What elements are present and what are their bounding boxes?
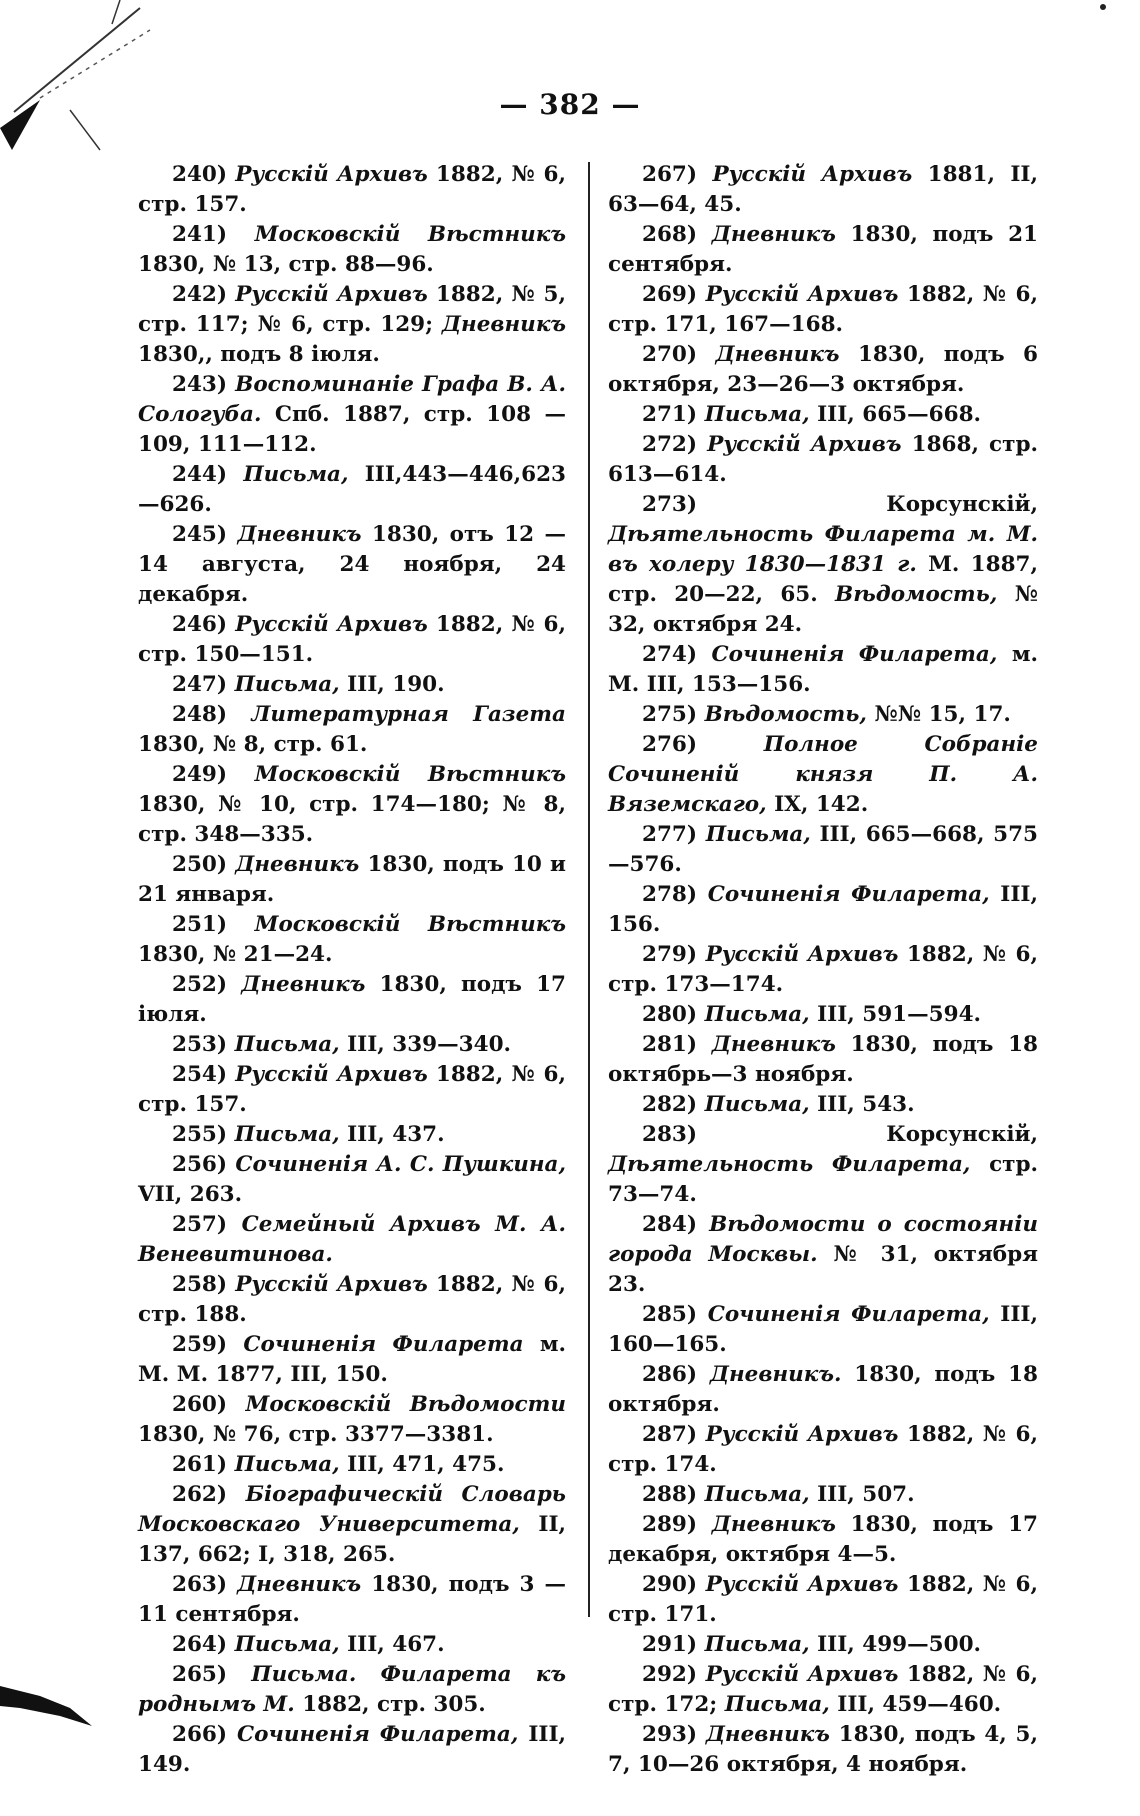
note-number: 278) [642,882,698,907]
note-details: м. М. III, 153—156. [608,642,1038,697]
note-source-title: Дневникъ [711,1512,836,1537]
note-number: 281) [642,1032,698,1057]
note-source-title: Русскій Архивъ [705,1422,899,1447]
note-details: 1882, № 6, стр. 188. [138,1272,566,1327]
note-number: 273) [642,492,698,517]
footnote-entry [608,1030,1038,1090]
footnote-entry [138,1720,566,1780]
note-source-title: Семейный Архивъ М. А. Веневитинова. [138,1212,566,1267]
note-details: 1830, подъ 10 и 21 января. [138,852,566,907]
note-details: 1830, подъ 4, 5, 7, 10—26 октября, 4 ноября. [608,1722,1038,1777]
note-source-title: Московскій Вѣстникъ [254,912,566,937]
footnote-entry [138,280,566,370]
note-number: 288) [642,1482,698,1507]
note-details: III, 190. [339,672,445,697]
note-number: 269) [642,282,698,307]
note-details: 1882, № 6, стр. 172; [608,1662,1038,1717]
footnote-entry [608,340,1038,400]
footnote-entry [608,1210,1038,1300]
note-source-title: Дневникъ [237,1572,362,1597]
note-source-title: Письма, [234,672,340,697]
note-details: 1882, № 6, стр. 150—151. [138,612,566,667]
note-details: 1830, подъ 18 октябрь—3 ноября. [608,1032,1038,1087]
note-details: 1830,, подъ 8 іюля. [138,342,380,367]
footnote-entry [138,1030,566,1060]
note-number: 268) [642,222,698,247]
note-number: 248) [172,702,228,727]
note-details: 1830, № 76, стр. 3377—3381. [138,1422,494,1447]
note-number: 244) [172,462,228,487]
footnote-entry [608,280,1038,340]
footnote-entry [138,370,566,460]
note-source-title: Русскій Архивъ [705,1572,899,1597]
note-number: 280) [642,1002,698,1027]
note-number: 261) [172,1452,228,1477]
note-source-title: Біографическій Словарь Московскаго Университета, [138,1482,566,1537]
note-number: 243) [172,372,228,397]
note-number: 274) [642,642,698,667]
note-number: 255) [172,1122,228,1147]
scan-mark-top-left [0,0,190,170]
note-details: м. М. М. 1877, III, 150. [138,1332,566,1387]
note-source-title: Литературная Газета [251,702,566,727]
footnote-entry [608,220,1038,280]
note-details: стр. 73—74. [608,1152,1039,1207]
note-source-title: Дневникъ [711,1032,836,1057]
note-source-title: Письма, [704,402,810,427]
footnote-entry [608,730,1038,820]
note-source-title: Письма, [705,822,811,847]
footnote-entry [608,160,1038,220]
note-number: 275) [642,702,698,727]
note-details: 1830, № 10, стр. 174—180; № 8, стр. 348—335. [138,792,566,847]
note-number: 265) [172,1662,228,1687]
footnote-entry [608,700,1038,730]
note-details: 1830, подъ 21 сентября. [608,222,1038,277]
note-number: 247) [172,672,228,697]
footnote-entry [608,1510,1038,1570]
footnote-entry [138,460,566,520]
note-source-title: Московскій Вѣдомости [245,1392,566,1417]
note-number: 259) [172,1332,228,1357]
note-details: 1882, № 6, стр. 157. [138,162,566,217]
footnote-entry [138,1060,566,1120]
footnote-entry [138,1270,566,1330]
note-number: 264) [172,1632,228,1657]
note-source-title: Письма. Филарета къ роднымъ М. [138,1662,566,1717]
note-details: № 32, октября 24. [608,582,1038,637]
note-number: 249) [172,762,228,787]
note-number: 287) [642,1422,698,1447]
note-source-title: Полное Собраніе Сочиненій князя П. А. Вяземскаго, [608,732,1038,817]
footnote-entry [138,160,566,220]
note-source-title: Вѣдомость, [835,582,998,607]
footnote-entry [138,1210,566,1270]
note-source-title: Русскій Архивъ [235,1062,428,1087]
note-details: №№ 15, 17. [866,702,1011,727]
footnote-entry [138,850,566,910]
footnote-entry [138,1630,566,1660]
note-source-title: Русскій Архивъ [705,282,899,307]
note-number: 290) [642,1572,698,1597]
note-source-title: Письма, [704,1632,810,1657]
note-details: 1830, подъ 17 декабря, октября 4—5. [608,1512,1038,1567]
note-source-title: Вѣдомости о состояніи города Москвы. [608,1212,1038,1267]
note-details: 1830, № 21—24. [138,942,333,967]
note-source-title: Дѣятельность Филарета м. М. въ холеру 1830—1831 г. [608,522,1038,577]
note-source-title: Письма, [724,1692,830,1717]
note-source-title: Письма, [243,462,349,487]
note-details: III, 499—500. [809,1632,982,1657]
footnote-entry [138,610,566,670]
footnote-entry [608,1000,1038,1030]
note-source-title: Русскій Архивъ [705,942,899,967]
note-source-title: Дневникъ [715,342,840,367]
note-details: М. 1887, стр. 20—22, 65. [608,552,1038,607]
note-number: 241) [172,222,228,247]
note-details: 1830, № 13, стр. 88—96. [138,252,434,277]
note-number: 289) [642,1512,698,1537]
note-number: 292) [642,1662,698,1687]
note-details: III, 156. [608,882,1038,937]
note-source-title: Русскій Архивъ [705,1662,899,1687]
footnote-entry [608,1120,1038,1210]
footnote-entry [608,490,1038,640]
note-author: Корсунскій, [697,1122,1038,1147]
note-details: 1882, № 6, стр. 157. [138,1062,566,1117]
note-source-title: Русскій Архивъ [235,612,428,637]
note-details: III, 339—340. [339,1032,512,1057]
note-details: 1868, стр. 613—614. [608,432,1038,487]
footnote-entry [608,1090,1038,1120]
footnote-entry [138,1570,566,1630]
note-details: 1882, № 5, стр. 117; № 6, стр. 129; [138,282,566,337]
notes-column-left [138,160,566,1780]
note-source-title: Сочиненія Филарета, [707,882,990,907]
note-details: Спб. 1887, стр. 108 — 109, 111—112. [138,402,566,457]
note-source-title: Сочиненія Филарета, [711,642,998,667]
footnote-entry [608,1720,1038,1780]
note-source-title: Письма, [704,1002,810,1027]
note-number: 270) [642,342,698,367]
note-details: III, 665—668, 575—576. [608,822,1038,877]
note-source-title: Сочиненія Филарета, [237,1722,519,1747]
footnote-entry [608,430,1038,490]
note-number: 263) [172,1572,228,1597]
note-number: 250) [172,852,228,877]
note-source-title: Письма, [704,1092,810,1117]
footnote-entry [138,1450,566,1480]
note-source-title: Дневникъ [235,852,360,877]
note-number: 246) [172,612,228,637]
note-source-title: Дневникъ [705,1722,830,1747]
footnote-entry [608,640,1038,700]
note-number: 266) [172,1722,228,1747]
note-source-title: Дневникъ [441,312,566,337]
note-details: № 31, октября 23. [608,1242,1038,1297]
note-number: 286) [642,1362,698,1387]
footnote-entry [608,880,1038,940]
note-source-title: Письма, [234,1452,340,1477]
note-source-title: Письма, [234,1632,340,1657]
note-details: III, 543. [809,1092,915,1117]
note-source-title: Русскій Архивъ [712,162,913,187]
note-source-title: Сочиненія Филарета [243,1332,524,1357]
note-source-title: Письма, [704,1482,810,1507]
note-details: 1882, стр. 305. [294,1692,486,1717]
note-number: 240) [172,162,228,187]
note-details: III, 149. [138,1722,566,1777]
footnote-entry [138,1660,566,1720]
note-details: 1830, отъ 12 — 14 августа, 24 ноября, 24 декабря. [138,522,566,607]
footnote-entry [138,1480,566,1570]
note-number: 284) [642,1212,698,1237]
note-details: 1830, подъ 3 — 11 сентября. [138,1572,566,1627]
note-details: III, 467. [339,1632,445,1657]
footnote-entry [138,1330,566,1390]
note-details: IX, 142. [766,792,869,817]
note-number: 272) [642,432,698,457]
footnote-entry [608,1420,1038,1480]
note-number: 253) [172,1032,228,1057]
note-source-title: Сочиненія Филарета, [707,1302,990,1327]
note-source-title: Сочиненія А. С. Пушкина, [235,1152,566,1177]
note-details: 1830, подъ 18 октября. [608,1362,1038,1417]
footnote-entry [608,940,1038,1000]
note-number: 283) [642,1122,698,1147]
note-number: 242) [172,282,228,307]
note-source-title: Русскій Архивъ [235,162,428,187]
note-details: III, 665—668. [809,402,982,427]
note-source-title: Дѣятельность Филарета, [608,1152,971,1177]
footnote-entry [608,400,1038,430]
footnote-entry [138,220,566,280]
footnote-entry [138,670,566,700]
note-source-title: Дневникъ. [709,1362,842,1387]
note-source-title: Письма, [234,1032,340,1057]
note-source-title: Дневникъ [241,972,366,997]
footnote-entry [608,1660,1038,1720]
note-number: 267) [642,162,698,187]
note-details: 1882, № 6, стр. 174. [608,1422,1038,1477]
note-number: 271) [642,402,698,427]
footnote-entry [138,1150,566,1210]
note-number: 252) [172,972,228,997]
note-number: 245) [172,522,228,547]
note-details: 1881, II, 63—64, 45. [608,162,1038,217]
footnote-entry [138,700,566,760]
note-number: 279) [642,942,698,967]
note-details: III, 160—165. [608,1302,1038,1357]
note-source-title: Московскій Вѣстникъ [254,762,566,787]
note-details: III, 507. [809,1482,915,1507]
footnote-entry [608,820,1038,880]
note-details: 1882, № 6, стр. 173—174. [608,942,1038,997]
note-number: 260) [172,1392,228,1417]
note-source-title: Вѣдомость, [704,702,867,727]
scan-dot-top-right [1100,4,1106,10]
note-details: III, 471, 475. [339,1452,505,1477]
note-source-title: Русскій Архивъ [235,282,428,307]
note-details: 1882, № 6, стр. 171, 167—168. [608,282,1038,337]
note-number: 256) [172,1152,228,1177]
footnote-entry [608,1480,1038,1510]
note-details: III, 591—594. [809,1002,982,1027]
note-number: 282) [642,1092,698,1117]
note-number: 262) [172,1482,228,1507]
footnote-entry [138,1120,566,1150]
note-number: 251) [172,912,228,937]
note-number: 277) [642,822,698,847]
note-source-title: Русскій Архивъ [235,1272,428,1297]
footnote-entry [608,1360,1038,1420]
page-number: — 382 — [499,88,641,121]
footnote-entry [138,1390,566,1450]
note-source-title: Дневникъ [711,222,836,247]
footnote-entry [608,1300,1038,1360]
notes-column-right [608,160,1038,1780]
note-source-title: Русскій Архивъ [707,432,902,457]
note-number: 285) [642,1302,698,1327]
scan-mark-bottom-left [0,1678,110,1738]
footnote-entry [138,910,566,970]
note-details: III, 437. [339,1122,445,1147]
note-details: 1830, № 8, стр. 61. [138,732,368,757]
column-divider [588,162,590,1617]
note-source-title: Дневникъ [237,522,362,547]
note-number: 257) [172,1212,228,1237]
note-details: 1830, подъ 6 октября, 23—26—3 октября. [608,342,1038,397]
footnote-entry [138,520,566,610]
note-number: 293) [642,1722,698,1747]
note-source-title: Московскій Вѣстникъ [254,222,566,247]
footnote-entry [608,1570,1038,1630]
footnote-entry [608,1630,1038,1660]
note-author: Корсунскій, [697,492,1038,517]
footnote-entry [138,760,566,850]
note-details: 1882, № 6, стр. 171. [608,1572,1038,1627]
note-number: 254) [172,1062,228,1087]
note-number: 276) [642,732,698,757]
note-details: VII, 263. [138,1182,243,1207]
footnote-entry [138,970,566,1030]
note-details: II, 137, 662; I, 318, 265. [138,1512,566,1567]
note-source-title: Воспоминаніе Графа В. А. Сологуба. [138,372,566,427]
note-details: 1830, подъ 17 іюля. [138,972,566,1027]
note-details: III, 459—460. [829,1692,1002,1717]
note-source-title: Письма, [234,1122,340,1147]
note-number: 258) [172,1272,228,1297]
note-number: 291) [642,1632,698,1657]
note-details: III,443—446,623—626. [138,462,566,517]
